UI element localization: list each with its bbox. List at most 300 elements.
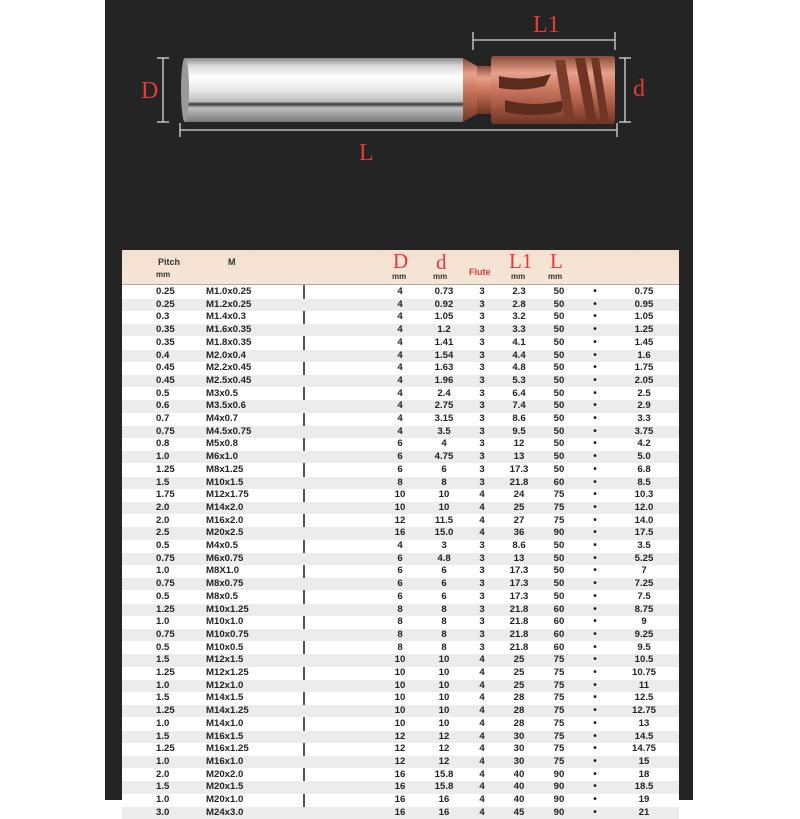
cell-length-l: 50 <box>553 336 565 348</box>
cell-pitch: 0.5 <box>156 590 170 602</box>
cell-flutes: 3 <box>479 349 485 361</box>
cell-marker: • <box>593 540 597 551</box>
cell-value: 18 <box>638 768 650 780</box>
cell-thread: M10x1.5 <box>206 476 244 488</box>
cell-length-l: 60 <box>553 628 565 640</box>
table-row <box>122 527 679 539</box>
cell-thread: M6x1.0 <box>206 451 238 463</box>
table-row <box>122 604 679 616</box>
cell-thread: M20x2.0 <box>206 768 244 780</box>
cell-pitch: 0.7 <box>156 413 170 424</box>
cell-marker: • <box>593 514 597 526</box>
table-row <box>122 578 679 590</box>
table-row <box>122 667 679 679</box>
cell-thread: M4x0.7 <box>206 413 238 424</box>
table-row <box>122 489 679 501</box>
cell-pitch: 0.75 <box>156 628 175 640</box>
cell-shank-d: 10 <box>394 501 406 513</box>
cell-shank-d: 4 <box>397 425 403 437</box>
cell-flutes: 4 <box>479 755 485 767</box>
cell-thread: M12x1.75 <box>206 489 249 501</box>
cell-shank-d: 4 <box>397 374 403 386</box>
cell-length-l: 75 <box>553 667 565 678</box>
cell-value: 9.25 <box>634 628 654 640</box>
cell-marker: • <box>593 679 597 691</box>
cell-value: 5.0 <box>637 451 651 463</box>
cell-flutes: 4 <box>479 743 485 755</box>
cell-shank-d: 6 <box>397 438 403 450</box>
table-row <box>122 413 679 425</box>
table-row <box>122 464 679 476</box>
cell-marker: • <box>593 489 597 501</box>
cell-length-l1: 27 <box>513 514 525 526</box>
cell-length-l1: 30 <box>513 743 525 755</box>
cell-length-l1: 21.8 <box>509 641 529 653</box>
cell-pitch: 1.25 <box>156 743 175 755</box>
cell-length-l: 75 <box>553 705 565 717</box>
cell-length-l: 75 <box>553 717 565 729</box>
cell-neck-d: 4.8 <box>437 552 451 564</box>
cell-marker: • <box>593 374 597 386</box>
cell-thread: M8x1.25 <box>206 463 244 475</box>
cell-pitch: 2.0 <box>156 768 170 780</box>
cell-value: 14.75 <box>631 743 656 755</box>
cell-neck-d: 8 <box>441 476 447 488</box>
cell-length-l1: 25 <box>513 679 525 691</box>
cell-neck-d: 1.63 <box>434 362 454 374</box>
cell-shank-d: 16 <box>394 527 406 539</box>
table-row <box>122 616 679 628</box>
cell-shank-d: 10 <box>394 705 406 717</box>
cell-length-l: 90 <box>553 806 565 818</box>
cell-length-l1: 45 <box>513 806 525 818</box>
cell-length-l1: 6.4 <box>512 387 526 399</box>
cell-flutes: 3 <box>479 540 485 551</box>
cell-length-l1: 17.3 <box>509 578 529 590</box>
cell-shank-d: 4 <box>397 311 403 323</box>
cell-pitch: 1.25 <box>156 463 175 475</box>
cell-flutes: 3 <box>479 476 485 488</box>
cell-neck-d: 4.75 <box>434 451 454 463</box>
cell-flutes: 3 <box>479 387 485 399</box>
cell-pitch: 0.45 <box>156 374 175 386</box>
cell-flutes: 4 <box>479 794 485 805</box>
cell-length-l: 75 <box>553 654 565 666</box>
cell-marker: • <box>593 527 597 539</box>
cell-flutes: 3 <box>479 286 485 297</box>
cell-value: 13 <box>638 717 650 729</box>
cell-shank-d: 16 <box>394 781 406 793</box>
cell-flutes: 4 <box>479 501 485 513</box>
cell-pitch: 1.5 <box>156 730 170 742</box>
cell-pitch: 1.0 <box>156 565 170 577</box>
cell-length-l: 50 <box>553 451 565 463</box>
cell-neck-d: 1.2 <box>437 324 451 336</box>
cell-length-l: 50 <box>553 578 565 590</box>
cell-neck-d: 1.05 <box>434 311 454 323</box>
cell-value: 11 <box>638 679 650 691</box>
cell-flutes: 4 <box>479 806 485 818</box>
cell-length-l: 75 <box>553 743 565 755</box>
table-row <box>122 705 679 717</box>
cell-marker: • <box>593 692 597 704</box>
cell-marker: • <box>593 578 597 590</box>
cell-length-l1: 3.3 <box>512 324 526 336</box>
cell-length-l: 90 <box>553 768 565 780</box>
cell-value: 14.5 <box>634 730 654 742</box>
cell-flutes: 3 <box>479 603 485 615</box>
cell-thread: M14x1.25 <box>206 705 249 717</box>
cell-flutes: 3 <box>479 336 485 348</box>
table-row <box>122 515 679 527</box>
cell-marker: • <box>593 667 597 678</box>
cell-length-l1: 4.4 <box>512 349 526 361</box>
cell-value: 7.5 <box>637 590 651 602</box>
header-pitch-unit: mm <box>156 270 171 279</box>
cell-value: 6.8 <box>637 463 651 475</box>
cell-neck-d: 12 <box>438 755 450 767</box>
cell-marker: • <box>593 413 597 424</box>
cell-neck-d: 12 <box>438 730 450 742</box>
cell-marker: • <box>593 730 597 742</box>
table-row <box>122 794 679 806</box>
cell-pitch: 0.75 <box>156 552 175 564</box>
cell-value: 3.5 <box>637 540 651 551</box>
cell-value: 10.3 <box>634 489 654 501</box>
label-L1: L1 <box>533 12 560 38</box>
cell-length-l1: 9.5 <box>512 425 526 437</box>
table-row <box>122 680 679 692</box>
cell-length-l1: 28 <box>513 705 525 717</box>
cell-length-l1: 21.8 <box>509 616 529 628</box>
cell-shank-d: 10 <box>394 717 406 729</box>
cell-length-l1: 3.2 <box>512 311 526 323</box>
cell-shank-d: 6 <box>397 451 403 463</box>
table-row <box>122 807 679 819</box>
cell-thread: M12x1.5 <box>206 654 244 666</box>
cell-value: 19 <box>638 794 650 805</box>
cell-shank-d: 6 <box>397 590 403 602</box>
cell-thread: M3.5x0.6 <box>206 400 247 412</box>
cell-marker: • <box>593 755 597 767</box>
cell-pitch: 1.5 <box>156 781 170 793</box>
cell-thread: M16x1.5 <box>206 730 244 742</box>
cell-pitch: 0.4 <box>156 349 170 361</box>
cell-pitch: 0.3 <box>156 311 170 323</box>
cell-length-l: 50 <box>553 374 565 386</box>
cell-pitch: 3.0 <box>156 806 170 818</box>
cell-neck-d: 8 <box>441 628 447 640</box>
cell-neck-d: 10 <box>438 717 450 729</box>
cell-pitch: 0.5 <box>156 540 170 551</box>
cell-flutes: 4 <box>479 768 485 780</box>
cell-flutes: 3 <box>479 298 485 310</box>
cell-length-l1: 12 <box>513 438 525 450</box>
cell-marker: • <box>593 794 597 805</box>
cell-thread: M10x1.0 <box>206 616 244 628</box>
cell-shank-d: 4 <box>397 324 403 336</box>
cell-marker: • <box>593 286 597 297</box>
table-row <box>122 337 679 349</box>
cell-pitch: 0.45 <box>156 362 175 374</box>
cell-pitch: 1.0 <box>156 755 170 767</box>
cell-neck-d: 3.5 <box>437 425 451 437</box>
cell-thread: M12x1.0 <box>206 679 244 691</box>
table-row <box>122 286 679 298</box>
cell-thread: M16x1.25 <box>206 743 249 755</box>
cell-length-l: 50 <box>553 387 565 399</box>
cell-length-l: 75 <box>553 489 565 501</box>
cell-flutes: 4 <box>479 489 485 501</box>
cell-shank-d: 4 <box>397 349 403 361</box>
cell-neck-d: 1.41 <box>434 336 454 348</box>
cell-thread: M1.4x0.3 <box>206 311 247 323</box>
cell-length-l: 50 <box>553 311 565 323</box>
cell-neck-d: 2.4 <box>437 387 451 399</box>
cutting-head <box>491 56 615 124</box>
cell-flutes: 4 <box>479 527 485 539</box>
cell-marker: • <box>593 451 597 463</box>
table-row <box>122 362 679 374</box>
cell-shank-d: 8 <box>397 603 403 615</box>
cell-neck-d: 6 <box>441 463 447 475</box>
cell-value: 14.0 <box>634 514 654 526</box>
cell-neck-d: 10 <box>438 501 450 513</box>
cell-neck-d: 3.15 <box>434 413 454 424</box>
cell-shank-d: 4 <box>397 286 403 297</box>
cell-neck-d: 8 <box>441 603 447 615</box>
cell-pitch: 1.0 <box>156 616 170 628</box>
cell-marker: • <box>593 336 597 348</box>
cell-length-l: 75 <box>553 514 565 526</box>
cell-length-l1: 36 <box>513 527 525 539</box>
cell-thread: M2.5x0.45 <box>206 374 252 386</box>
cell-neck-d: 15.0 <box>434 527 454 539</box>
cell-marker: • <box>593 590 597 602</box>
cell-pitch: 1.25 <box>156 705 175 717</box>
cell-length-l: 60 <box>553 603 565 615</box>
cell-value: 3.75 <box>634 425 654 437</box>
header-D: D <box>393 249 409 273</box>
cell-neck-d: 6 <box>441 590 447 602</box>
cell-neck-d: 16 <box>438 794 450 805</box>
cell-flutes: 4 <box>479 730 485 742</box>
cell-length-l: 50 <box>553 400 565 412</box>
cell-length-l1: 2.8 <box>512 298 526 310</box>
cell-flutes: 4 <box>479 692 485 704</box>
cell-neck-d: 15.8 <box>434 768 454 780</box>
cell-neck-d: 10 <box>438 489 450 501</box>
header-L-unit: mm <box>548 272 563 281</box>
table-row <box>122 426 679 438</box>
cell-value: 1.05 <box>634 311 654 323</box>
cell-length-l: 75 <box>553 730 565 742</box>
table-row <box>122 299 679 311</box>
cell-length-l: 50 <box>553 565 565 577</box>
cell-value: 8.75 <box>634 603 654 615</box>
cell-thread: M20x1.0 <box>206 794 244 805</box>
cell-thread: M2.2x0.45 <box>206 362 252 374</box>
cell-flutes: 3 <box>479 565 485 577</box>
cell-length-l1: 40 <box>513 768 525 780</box>
cell-length-l: 60 <box>553 641 565 653</box>
cell-length-l1: 25 <box>513 667 525 678</box>
table-row <box>122 692 679 704</box>
cell-value: 1.6 <box>637 349 651 361</box>
cell-length-l1: 13 <box>513 552 525 564</box>
cell-length-l1: 30 <box>513 730 525 742</box>
cell-thread: M12x1.25 <box>206 667 249 678</box>
cell-thread: M14x1.5 <box>206 692 244 704</box>
cell-length-l: 50 <box>553 425 565 437</box>
cell-length-l1: 21.8 <box>509 476 529 488</box>
cell-marker: • <box>593 768 597 780</box>
cell-shank-d: 8 <box>397 641 403 653</box>
cell-thread: M4x0.5 <box>206 540 238 551</box>
cell-length-l: 50 <box>553 362 565 374</box>
cell-length-l: 90 <box>553 781 565 793</box>
cell-thread: M1.2x0.25 <box>206 298 252 310</box>
table-row <box>122 350 679 362</box>
header-m: M <box>228 257 236 267</box>
cell-shank-d: 12 <box>394 743 406 755</box>
cell-shank-d: 10 <box>394 667 406 678</box>
cell-length-l: 50 <box>553 298 565 310</box>
cell-shank-d: 4 <box>397 387 403 399</box>
cell-neck-d: 15.8 <box>434 781 454 793</box>
header-pitch: Pitch <box>158 257 181 267</box>
cell-neck-d: 3 <box>441 540 447 551</box>
cell-value: 7 <box>641 565 647 577</box>
cell-shank-d: 16 <box>394 768 406 780</box>
table-header <box>122 250 679 285</box>
cell-thread: M20x1.5 <box>206 781 244 793</box>
cell-length-l: 75 <box>553 679 565 691</box>
cell-value: 10.5 <box>634 654 654 666</box>
cell-pitch: 0.6 <box>156 400 170 412</box>
header-d-unit: mm <box>433 272 448 281</box>
cell-pitch: 0.75 <box>156 425 175 437</box>
cell-length-l: 50 <box>553 438 565 450</box>
cell-value: 12.5 <box>634 692 654 704</box>
cell-pitch: 2.0 <box>156 514 170 526</box>
cell-shank-d: 4 <box>397 413 403 424</box>
cell-marker: • <box>593 628 597 640</box>
cell-neck-d: 1.54 <box>434 349 454 361</box>
cell-value: 3.3 <box>637 413 651 424</box>
cell-value: 12.0 <box>634 501 654 513</box>
cell-length-l1: 4.8 <box>512 362 526 374</box>
cell-marker: • <box>593 603 597 615</box>
cell-thread: M4.5x0.75 <box>206 425 252 437</box>
cell-neck-d: 6 <box>441 578 447 590</box>
cell-flutes: 4 <box>479 667 485 678</box>
cell-thread: M24x3.0 <box>206 806 244 818</box>
table-row <box>122 553 679 565</box>
cell-marker: • <box>593 743 597 755</box>
header-d: d <box>436 250 447 274</box>
cell-length-l: 50 <box>553 413 565 424</box>
cell-pitch: 0.5 <box>156 387 170 399</box>
cell-length-l: 90 <box>553 794 565 805</box>
cell-marker: • <box>593 552 597 564</box>
label-L: L <box>359 140 374 166</box>
cell-marker: • <box>593 324 597 336</box>
cell-pitch: 0.75 <box>156 578 175 590</box>
cell-length-l: 50 <box>553 286 565 297</box>
cell-thread: M16x1.0 <box>206 755 244 767</box>
cell-marker: • <box>593 349 597 361</box>
table-row <box>122 731 679 743</box>
cell-thread: M2.0x0.4 <box>206 349 247 361</box>
cell-pitch: 0.25 <box>156 286 175 297</box>
cell-value: 2.5 <box>637 387 651 399</box>
cell-value: 2.9 <box>637 400 651 412</box>
cell-marker: • <box>593 400 597 412</box>
cell-neck-d: 12 <box>438 743 450 755</box>
cell-pitch: 1.0 <box>156 717 170 729</box>
cell-pitch: 0.25 <box>156 298 175 310</box>
cell-shank-d: 12 <box>394 730 406 742</box>
cell-marker: • <box>593 311 597 323</box>
cell-marker: • <box>593 463 597 475</box>
header-D-unit: mm <box>392 272 407 281</box>
cell-value: 9 <box>641 616 647 628</box>
cell-marker: • <box>593 705 597 717</box>
cell-pitch: 1.75 <box>156 489 175 501</box>
cell-pitch: 1.5 <box>156 476 170 488</box>
cell-flutes: 3 <box>479 451 485 463</box>
cell-thread: M10x0.5 <box>206 641 244 653</box>
cell-neck-d: 6 <box>441 565 447 577</box>
cell-length-l: 75 <box>553 692 565 704</box>
cell-value: 7.25 <box>634 578 654 590</box>
cell-length-l: 50 <box>553 349 565 361</box>
cell-pitch: 1.5 <box>156 654 170 666</box>
cell-flutes: 3 <box>479 413 485 424</box>
cell-length-l1: 4.1 <box>512 336 526 348</box>
cell-thread: M1.8x0.35 <box>206 336 252 348</box>
cell-thread: M3x0.5 <box>206 387 238 399</box>
cell-shank-d: 10 <box>394 654 406 666</box>
cell-marker: • <box>593 565 597 577</box>
cell-flutes: 3 <box>479 311 485 323</box>
header-L: L <box>550 249 563 273</box>
cell-flutes: 4 <box>479 654 485 666</box>
cell-marker: • <box>593 781 597 793</box>
cell-value: 15 <box>638 755 650 767</box>
cell-length-l: 50 <box>553 463 565 475</box>
cell-length-l: 60 <box>553 476 565 488</box>
shank <box>181 58 465 122</box>
table-row <box>122 743 679 755</box>
cell-thread: M10x0.75 <box>206 628 249 640</box>
cell-length-l1: 40 <box>513 794 525 805</box>
cell-pitch: 1.25 <box>156 667 175 678</box>
cell-flutes: 4 <box>479 781 485 793</box>
cell-marker: • <box>593 425 597 437</box>
neck <box>463 58 491 122</box>
cell-length-l: 90 <box>553 527 565 539</box>
cell-thread: M8x0.75 <box>206 578 244 590</box>
cell-pitch: 1.0 <box>156 679 170 691</box>
cell-value: 4.2 <box>637 438 651 450</box>
cell-marker: • <box>593 298 597 310</box>
cell-length-l: 50 <box>553 590 565 602</box>
cell-thread: M10x1.25 <box>206 603 249 615</box>
cell-thread: M14x1.0 <box>206 717 244 729</box>
cell-flutes: 3 <box>479 616 485 628</box>
